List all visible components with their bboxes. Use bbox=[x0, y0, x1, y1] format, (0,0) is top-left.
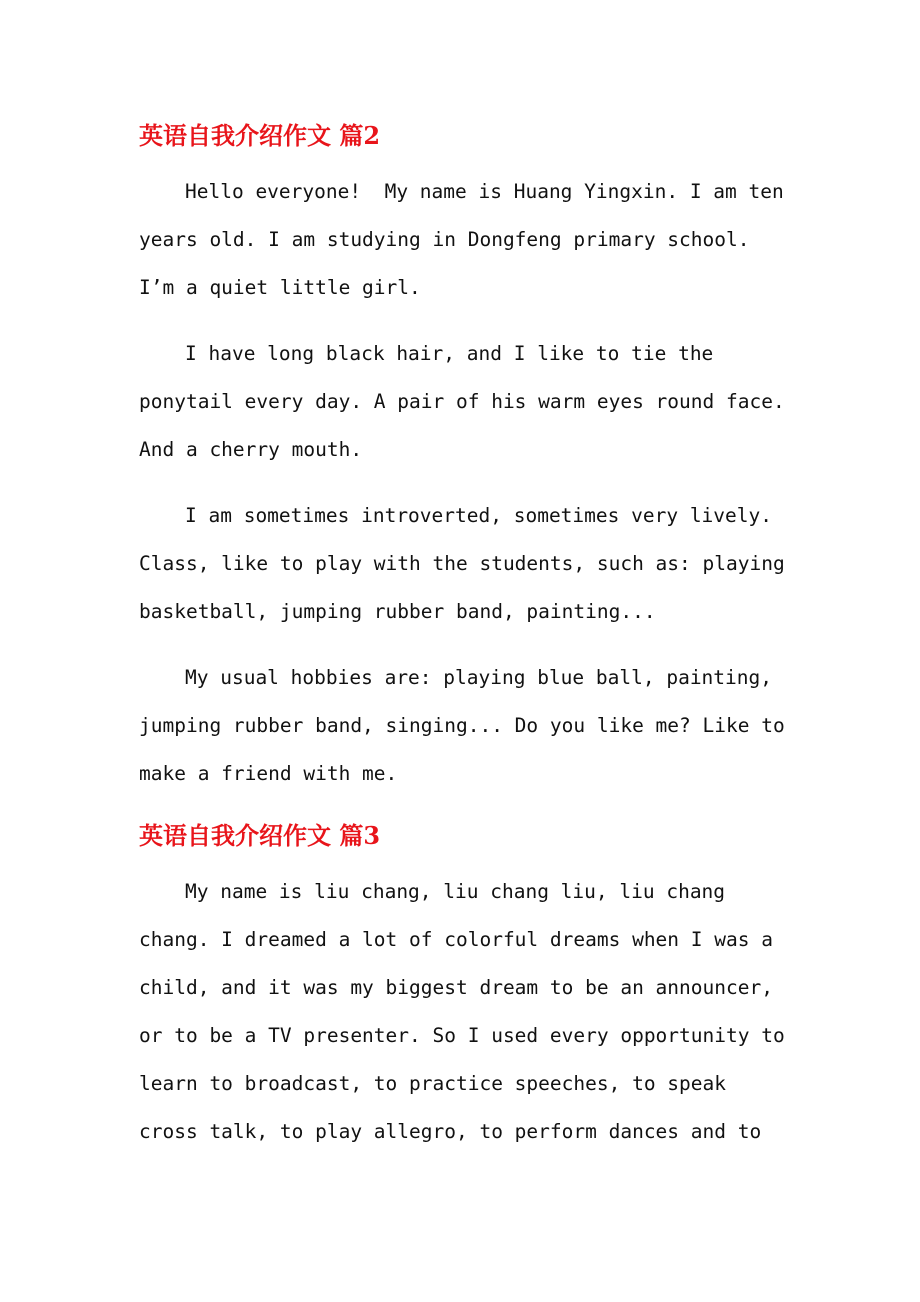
text-line: Hello everyone! My name is Huang Yingxin. I am ten bbox=[185, 180, 784, 203]
text-line: I’m a quiet little girl. bbox=[139, 276, 421, 299]
text-line: basketball, jumping rubber band, painting... bbox=[139, 600, 656, 623]
text-line: make a friend with me. bbox=[139, 762, 398, 785]
text-line: jumping rubber band, singing... Do you like me? Like to bbox=[139, 714, 785, 737]
section-heading: 英语自我介绍作文 篇3 bbox=[139, 821, 381, 850]
paragraph bbox=[139, 330, 784, 474]
section-heading: 英语自我介绍作文 篇2 bbox=[139, 121, 381, 150]
text-line: ponytail every day. A pair of his warm eyes round face. bbox=[139, 390, 785, 413]
paragraph bbox=[139, 492, 784, 636]
paragraph bbox=[139, 868, 784, 1156]
paragraph bbox=[139, 168, 784, 312]
text-line: years old. I am studying in Dongfeng primary school. bbox=[139, 228, 750, 251]
text-line: I am sometimes introverted, sometimes very lively. bbox=[185, 504, 772, 527]
text-line: My usual hobbies are: playing blue ball, painting, bbox=[185, 666, 772, 689]
text-line: I have long black hair, and I like to tie the bbox=[185, 342, 714, 365]
text-line: learn to broadcast, to practice speeches, to speak bbox=[139, 1072, 726, 1095]
text-line: And a cherry mouth. bbox=[139, 438, 363, 461]
text-line: or to be a TV presenter. So I used every opportunity to bbox=[139, 1024, 785, 1047]
text-line: Class, like to play with the students, such as: playing bbox=[139, 552, 785, 575]
text-line: cross talk, to play allegro, to perform dances and to bbox=[139, 1120, 762, 1143]
text-line: My name is liu chang, liu chang liu, liu chang bbox=[185, 880, 726, 903]
paragraph bbox=[139, 654, 784, 798]
text-line: child, and it was my biggest dream to be an announcer, bbox=[139, 976, 773, 999]
text-line: chang. I dreamed a lot of colorful dreams when I was a bbox=[139, 928, 773, 951]
document-body bbox=[139, 112, 784, 1156]
